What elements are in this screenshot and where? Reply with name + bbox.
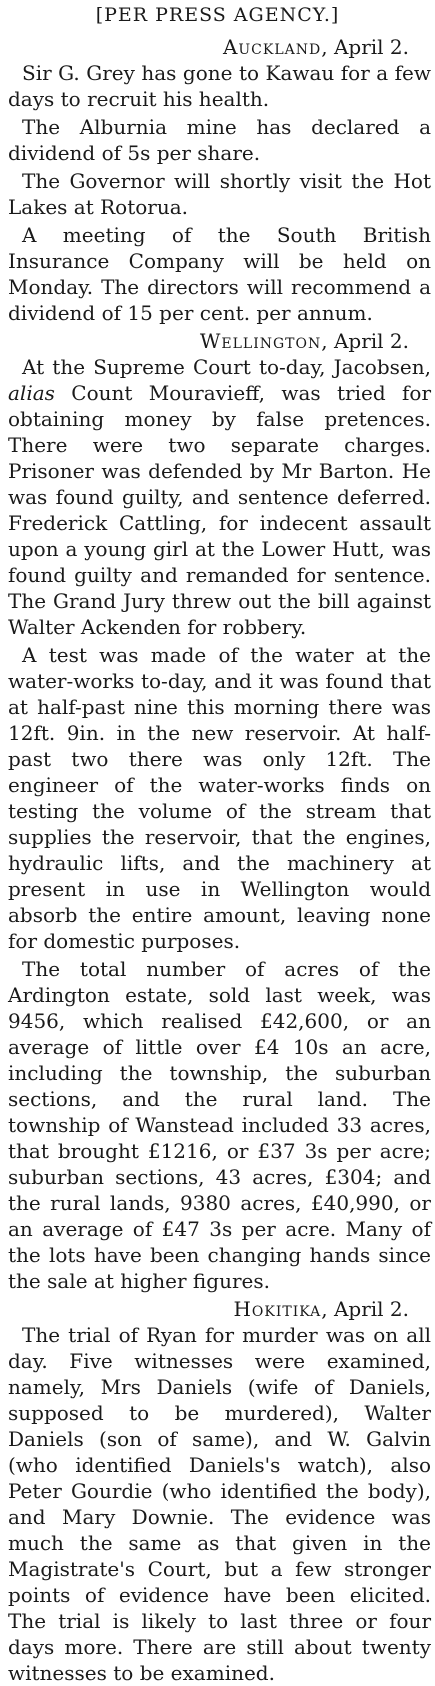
hokitika-paragraph-1: The trial of Ryan for murder was on all day. Five witnesses were examined, namely, Mrs Daniels (wife of Daniels, supposed to be murdered), Walter Daniels (son of same), and W. Galvin (who identified Daniels's watch), also Peter Gourdie (who identified the body), and Mary Downie. The evidence was much the same as that given in the Magistrate's Court, but a few stronger points of evidence have been elicited. The trial is likely to last three or four days more. There are still about twenty witnesses to be examined.: [8, 1323, 431, 1685]
auckland-paragraph-1: Sir G. Grey has gone to Kawau for a few days to recruit his health.: [8, 61, 431, 111]
wellington-paragraph-3: The total number of acres of the Ardington estate, sold last week, was 9456, which realised £42,600, or an average of little over £4 10s an acre, including the township, the suburban sections, and the rural land. The township of Wanstead included 33 acres, that brought £1216, or £37 3s per acre; suburban sections, 43 acres, £304; and the rural lands, 9380 acres, £40,990, or an average of £47 3s per acre. Many of the lots have been changing hands since the sale at higher figures.: [8, 957, 431, 1293]
hokitika-date: , April 2.: [321, 1297, 409, 1321]
wellington-paragraph-1-start: At the Supreme Court to-day, Jacobsen,: [22, 355, 431, 379]
hokitika-place: Hokitika: [233, 1297, 322, 1321]
wellington-paragraph-2: A test was made of the water at the water-works to-day, and it was found that at half-past nine this morning there was 12ft. 9in. in the new reservoir. At half-past two there was only 12ft. The engineer of the water-works finds on testing the volume of the stream that supplies the reservoir, that the engines, hydraulic lifts, and the machinery at present in use in Wellington would absorb the entire amount, leaving none for domestic purposes.: [8, 643, 431, 953]
agency-heading: [PER PRESS AGENCY.]: [95, 4, 340, 26]
auckland-place: Auckland: [222, 35, 322, 59]
wellington-paragraph-1: [0, 354, 435, 640]
wellington-dateline: [0, 328, 435, 354]
auckland-dateline: [0, 34, 435, 60]
auckland-paragraph-2: The Alburnia mine has declared a dividend of 5s per share.: [8, 115, 431, 165]
auckland-date: , April 2.: [321, 35, 409, 59]
auckland-paragraph-3: The Governor will shortly visit the Hot Lakes at Rotorua.: [8, 169, 431, 219]
alias-word: alias: [8, 381, 55, 405]
wellington-place: Wellington: [199, 329, 322, 353]
hokitika-dateline: [0, 1296, 435, 1322]
wellington-date: , April 2.: [321, 329, 409, 353]
wellington-paragraph-1-rest: Count Mouravieff, was tried for obtaining money by false pretences. There were two separate charges. Prisoner was defended by Mr Barton. He was found guilty, and sentence deferred. Frederick Cattling, for indecent assault upon a young girl at the Lower Hutt, was found guilty and remanded for sentence. The Grand Jury threw out the bill against Walter Ackenden for robbery.: [8, 381, 432, 639]
auckland-paragraph-4: A meeting of the South British Insurance Company will be held on Monday. The directors will recommend a dividend of 15 per cent. per annum.: [8, 223, 431, 325]
